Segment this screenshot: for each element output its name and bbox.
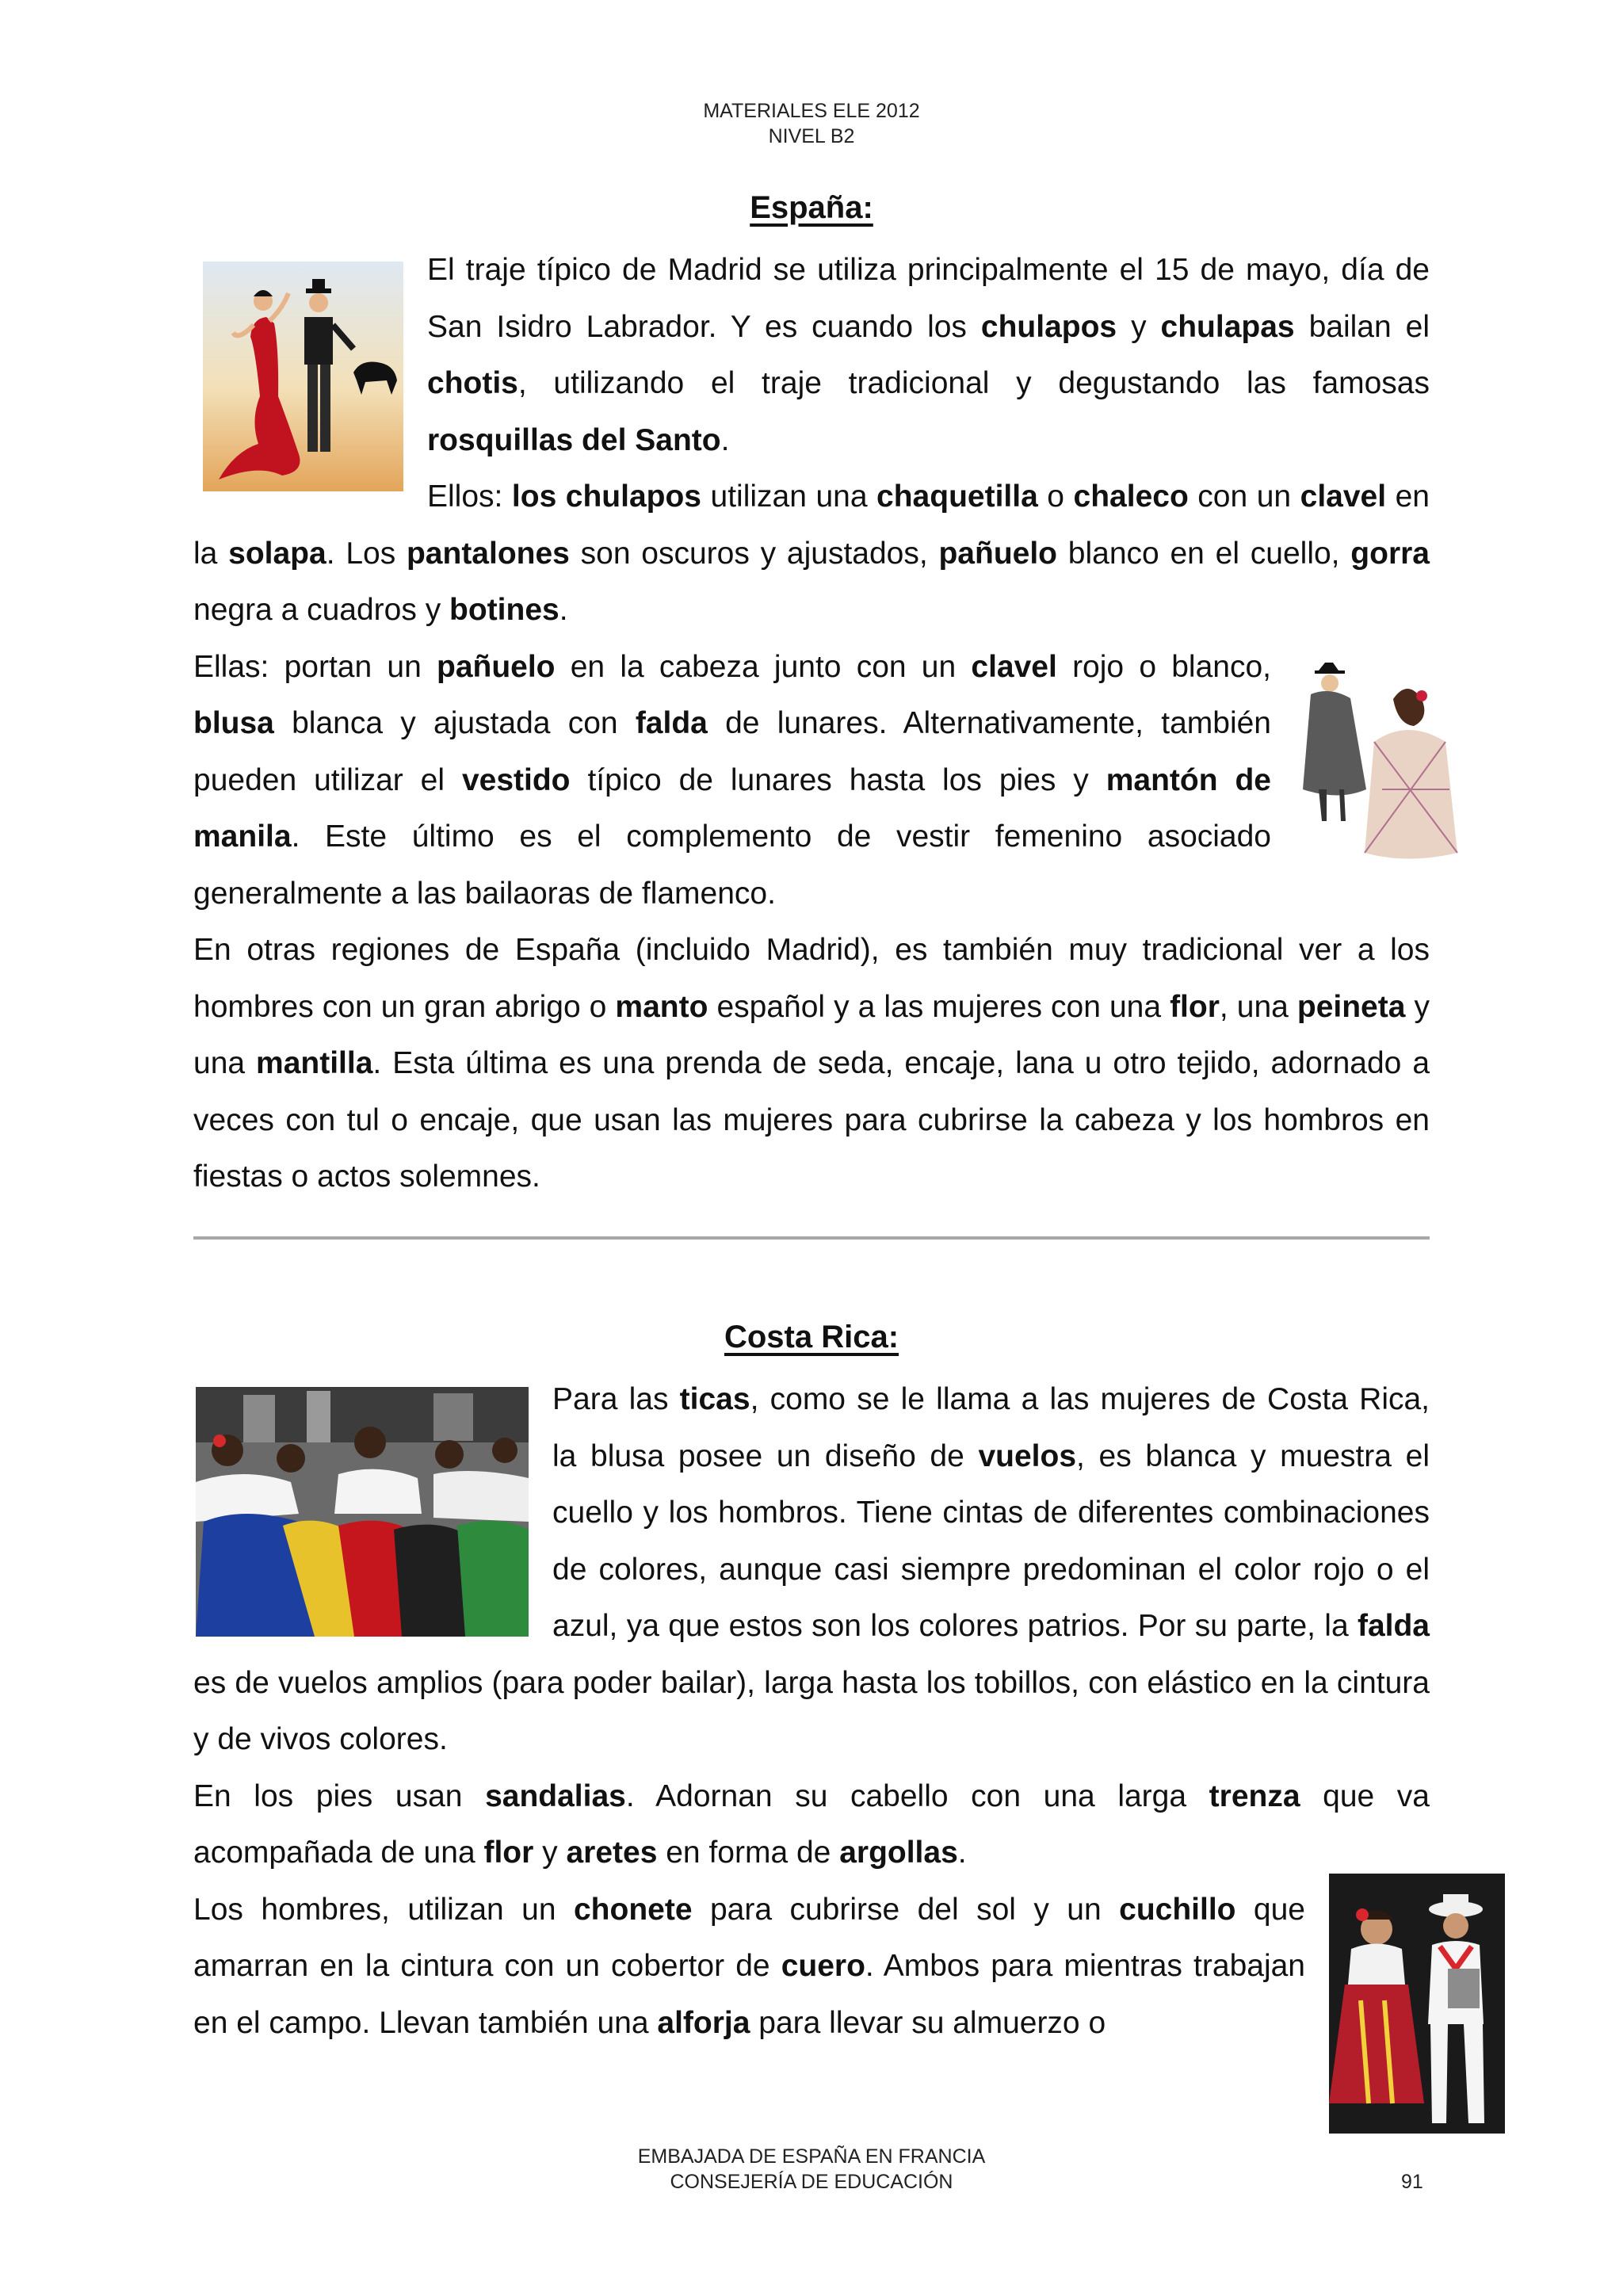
footer-department: CONSEJERÍA DE EDUCACIÓN	[670, 2171, 953, 2193]
bold-term: sandalias	[485, 1778, 626, 1813]
bold-term: vestido	[461, 762, 571, 797]
bold-term: gorra	[1350, 536, 1430, 571]
bold-term: chaquetilla	[876, 479, 1038, 514]
bold-term: ticas	[679, 1382, 750, 1416]
bold-term: manto	[615, 989, 708, 1024]
bold-term: pañuelo	[938, 536, 1057, 571]
bold-term: pantalones	[406, 536, 570, 571]
costa-rica-paragraph-1: Para las ticas, como se le llama a las mujeres de Costa Rica, la blusa posee un diseño de vuelos, es blanca y muestra el cuello y los hombros. Tiene cintas de diferentes combinaciones de colores, aunque casi siempre predominan el color rojo o el azul, ya que estos son los colores patrios. Por su parte, la falda es de vuelos amplios (para poder bailar), larga hasta los tobillos, con elástico en la cintura y de vivos colores.	[193, 1382, 1430, 1756]
costa-rica-paragraph-3: Los hombres, utilizan un chonete para cubrirse del sol y un cuchillo que amarran en la cintura con un cobertor de cuero. Ambos para mientras trabajan en el campo. Llevan también una alforja para llevar su almuerzo o	[193, 1892, 1305, 2040]
bold-term: rosquillas del Santo	[427, 422, 721, 457]
bold-term: chonete	[573, 1892, 693, 1927]
bold-term: cuchillo	[1119, 1892, 1236, 1927]
bold-term: falda	[1357, 1609, 1430, 1643]
espana-paragraph-4: En otras regiones de España (incluido Madrid), es también muy tradicional ver a los hombres con un gran abrigo o manto español y a las mujeres con una flor, una peineta y una mantilla. Esta última es una prenda de seda, encaje, lana u otro tejido, adornado a veces con tul o encaje, que usan las mujeres para cubrirse la cabeza y los hombros en fiestas o actos solemnes.	[193, 933, 1430, 1194]
bold-term: blusa	[193, 706, 274, 740]
bold-term: clavel	[971, 649, 1057, 684]
bold-term: chaleco	[1073, 479, 1189, 514]
bold-term: pañuelo	[437, 649, 556, 684]
header-title: MATERIALES ELE 2012	[703, 100, 920, 122]
flamenco-dancers-illustration	[203, 262, 403, 491]
bold-term: mantón de manila	[193, 762, 1271, 854]
madrid-couple-illustration	[1295, 631, 1461, 861]
section-divider	[193, 1236, 1430, 1240]
bold-term: aretes	[566, 1836, 658, 1870]
bold-term: mantilla	[256, 1046, 373, 1080]
costa-rica-couple-photo	[1329, 1874, 1505, 2134]
bold-term: chotis	[427, 366, 518, 400]
bold-term: chulapos	[980, 309, 1117, 344]
section-title-costa-rica: Costa Rica:	[724, 1320, 899, 1354]
bold-term: chulapas	[1160, 309, 1295, 344]
bold-term: trenza	[1209, 1778, 1300, 1813]
bold-term: cuero	[781, 1949, 865, 1983]
page-header	[0, 98, 1623, 149]
bold-term: clavel	[1300, 479, 1387, 514]
bold-term: los chulapos	[511, 479, 701, 514]
costa-rica-section	[193, 1371, 1430, 2134]
espana-paragraph-3: Ellas: portan un pañuelo en la cabeza junto con un clavel rojo o blanco, blusa blanca y ajustada con falda de lunares. Alternativamente, también pueden utilizar el vestido típico de lunares hasta los pies y mantón de manila. Este último es el complemento de vestir femenino asociado generalmente a las bailaoras de flamenco.	[193, 649, 1271, 911]
bold-term: alforja	[657, 2005, 750, 2040]
page-footer	[0, 2144, 1623, 2195]
page-number: 91	[1401, 2171, 1423, 2193]
bold-term: botines	[449, 593, 559, 627]
costa-rica-paragraph-2: En los pies usan sandalias. Adornan su cabello con una larga trenza que va acompañada de una flor y aretes en forma de argollas.	[193, 1778, 1430, 1870]
bold-term: vuelos	[978, 1438, 1077, 1473]
espana-paragraph-2: Ellos: los chulapos utilizan una chaquetilla o chaleco con un clavel en la solapa. Los pantalones son oscuros y ajustados, pañuelo blanco en el cuello, gorra negra a cuadros y botines.	[193, 479, 1430, 627]
header-level: NIVEL B2	[768, 125, 855, 147]
bold-term: solapa	[228, 536, 327, 571]
bold-term: falda	[635, 706, 708, 740]
footer-embassy: EMBAJADA DE ESPAÑA EN FRANCIA	[637, 2145, 986, 2168]
bold-term: argollas	[839, 1836, 958, 1870]
bold-term: peineta	[1296, 989, 1406, 1024]
bold-term: flor	[483, 1836, 534, 1870]
costa-rica-dancers-photo	[196, 1387, 529, 1637]
bold-term: flor	[1170, 989, 1220, 1024]
section-title-espana: España:	[750, 190, 873, 225]
espana-paragraph-1: El traje típico de Madrid se utiliza principalmente el 15 de mayo, día de San Isidro Labrador. Y es cuando los chulapos y chulapas bailan el chotis, utilizando el traje tradicional y degustando las famosas rosquillas del Santo.	[427, 253, 1430, 457]
espana-section	[193, 242, 1430, 1205]
